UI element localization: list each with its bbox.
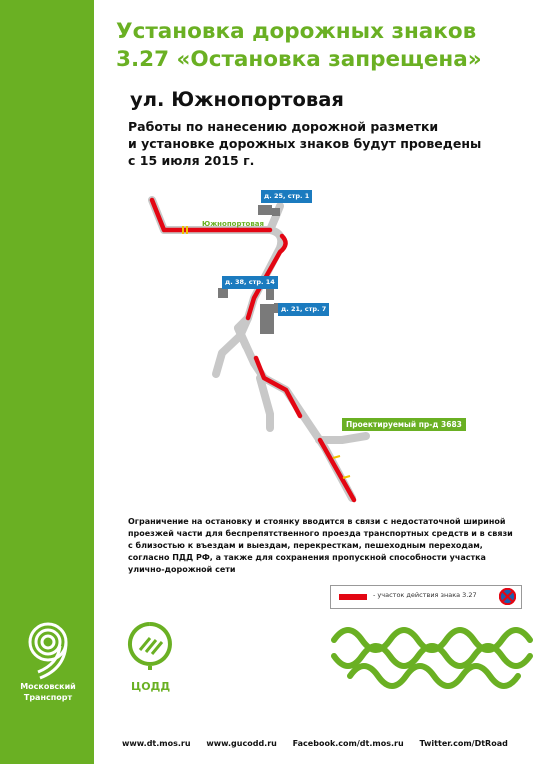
- subtitle-line3: с 15 июля 2015 г.: [128, 153, 255, 168]
- restricted-south: [320, 440, 354, 500]
- projected-road: [319, 436, 366, 440]
- subtitle-line2: и установке дорожных знаков будут проведены: [128, 136, 482, 151]
- codd-label: ЦОДД: [131, 680, 171, 693]
- legend: [330, 585, 522, 609]
- footer-link-gucodd[interactable]: www.gucodd.ru: [206, 739, 277, 748]
- no-stopping-sign-icon: [499, 588, 516, 605]
- footer-link-dt[interactable]: www.dt.mos.ru: [122, 739, 191, 748]
- road-network: [152, 200, 366, 498]
- title-line1: Установка дорожных знаков: [116, 19, 477, 44]
- legend-red-line: [339, 594, 367, 600]
- label-street: Южнопортовая: [202, 220, 264, 228]
- sidebar: [0, 0, 94, 764]
- map-drawing: [130, 178, 540, 508]
- label-projected-road: Проектируемый пр-д 3683: [342, 418, 466, 431]
- label-house-21: д. 21, стр. 7: [278, 303, 329, 316]
- subtitle: [128, 118, 518, 169]
- decorative-wave-pattern: [330, 620, 540, 690]
- restricted-sections: [152, 200, 354, 500]
- codd-logo-icon: [124, 620, 176, 672]
- crossing-3: [333, 456, 340, 458]
- page-title: [116, 18, 526, 74]
- street-heading: ул. Южнопортовая: [130, 88, 344, 111]
- route-map: [130, 178, 540, 508]
- subtitle-line1: Работы по нанесению дорожной разметки: [128, 119, 439, 134]
- side-road-3: [260, 378, 270, 428]
- building-25: [258, 205, 272, 215]
- label-house-38: д. 38, стр. 14: [222, 276, 278, 289]
- building-25b: [272, 208, 280, 216]
- label-house-25: д. 25, стр. 1: [261, 190, 312, 203]
- footer-link-twitter[interactable]: Twitter.com/DtRoad: [419, 739, 508, 748]
- main-road: [152, 200, 352, 498]
- legend-text: - участок действия знака 3.27: [373, 591, 477, 599]
- moscow-transport-label: [6, 681, 90, 703]
- restriction-note: Ограничение на остановку и стоянку вводится в связи с недостаточной шириной проезжей части для беспрепятственного проезда транспортных средств и в связи с близостью к въездам и выездам, перекресткам, пешеходным переходам, согласно ПДД РФ, а также для сохранения пропускной способности участка улично-дорожной сети: [128, 517, 513, 574]
- footer-link-facebook[interactable]: Facebook.com/dt.mos.ru: [292, 739, 404, 748]
- transport-line2: Транспорт: [23, 693, 73, 702]
- moscow-transport-logo-icon: [18, 620, 78, 680]
- footer-links: [122, 739, 532, 748]
- building-21: [260, 304, 274, 334]
- building-38: [218, 288, 228, 298]
- transport-line1: Московский: [20, 682, 76, 691]
- title-line2: 3.27 «Остановка запрещена»: [116, 47, 482, 72]
